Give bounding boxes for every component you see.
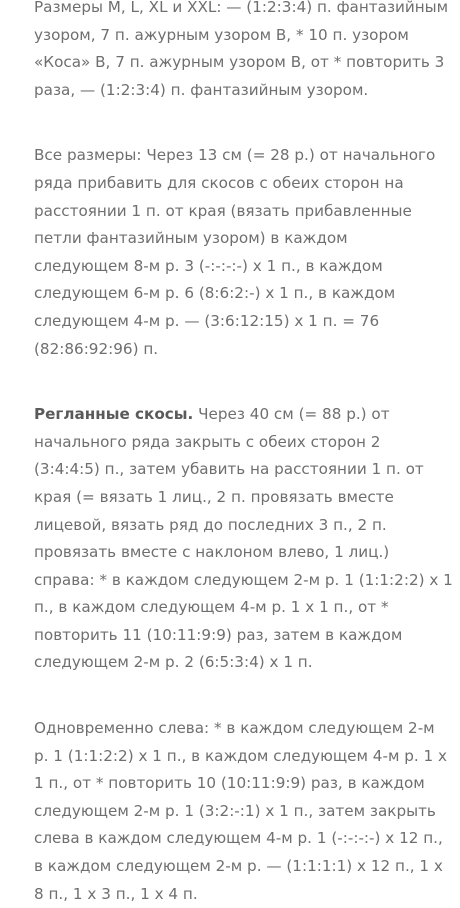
text-line: «Коса» В, 7 п. ажурным узором В, от * повторить 3 (34, 53, 445, 72)
text-line: повторить 11 (10:11:9:9) раз, затем в каждом (34, 625, 403, 644)
text-line: провязать вместе с наклоном влево, 1 лиц.) (34, 543, 390, 562)
text-line: раза, — (1:2:3:4) п. фантазийным узором. (34, 80, 369, 99)
paragraph-raglan (34, 401, 453, 677)
text-line: слева в каждом следующем 4-м р. 1 (-:-:-:-) х 12 п., (34, 829, 443, 848)
text-line: п., в каждом следующем 4-м р. 1 х 1 п., от * (34, 598, 389, 617)
text-line: следующем 4-м р. — (3:6:12:15) х 1 п. = 76 (34, 311, 380, 330)
paragraph-all-sizes (34, 142, 444, 363)
text-line: следующем 2-м р. 2 (6:5:3:4) х 1 п. (34, 653, 313, 672)
text-line: следующем 6-м р. 6 (8:6:2:-) х 1 п., в каждом (34, 284, 396, 303)
text-line: Одновременно слева: * в каждом следующем 2-м (34, 719, 435, 738)
text-line: в каждом следующем 2-м р. — (1:1:1:1) х 12 п., 1 х (34, 857, 443, 876)
document-body (34, 0, 453, 908)
text-line: следующем 2-м р. 1 (3:2:-:1) х 1 п., затем закрыть (34, 801, 436, 820)
text-line: справа: * в каждом следующем 2-м р. 1 (1:1:2:2) х 1 (34, 570, 453, 589)
text-line: (82:86:92:96) п. (34, 339, 159, 358)
text-line: 1 п., от * повторить 10 (10:11:9:9) раз, в каждом (34, 774, 425, 793)
text-line: края (= вязать 1 лиц., 2 п. провязать вместе (34, 487, 394, 506)
text-line-with-heading (34, 401, 444, 429)
text-fragment: Через 40 см (= 88 р.) от (193, 405, 390, 424)
paragraph-sizes-pattern (34, 0, 449, 104)
section-heading: Регланные скосы. (34, 405, 194, 424)
text-line: узором, 7 п. ажурным узором В, * 10 п. узором (34, 25, 409, 44)
text-line: Размеры M, L, XL и XXL: — (1:2:3:4) п. фантазийным (34, 0, 449, 16)
text-line: ряда прибавить для скосов с обеих сторон на (34, 173, 404, 192)
text-line: расстоянии 1 п. от края (вязать прибавленные (34, 201, 412, 220)
text-line: Все размеры: Через 13 см (= 28 р.) от начального (34, 146, 436, 165)
text-line: 8 п., 1 х 3 п., 1 х 4 п. (34, 884, 198, 903)
text-line: следующем 8-м р. 3 (-:-:-:-) х 1 п., в каждом (34, 256, 383, 275)
paragraph-left-side (34, 715, 448, 908)
text-line: (3:4:4:5) п., затем убавить на расстоянии 1 п. от (34, 460, 424, 479)
text-line: лицевой, вязать ряд до последних 3 п., 2 п. (34, 515, 387, 534)
text-line: начального ряда закрыть с обеих сторон 2 (34, 432, 381, 451)
text-line: петли фантазийным узором) в каждом (34, 229, 348, 248)
text-line: р. 1 (1:1:2:2) х 1 п., в каждом следующем 4-м р. 1 х (34, 746, 448, 765)
